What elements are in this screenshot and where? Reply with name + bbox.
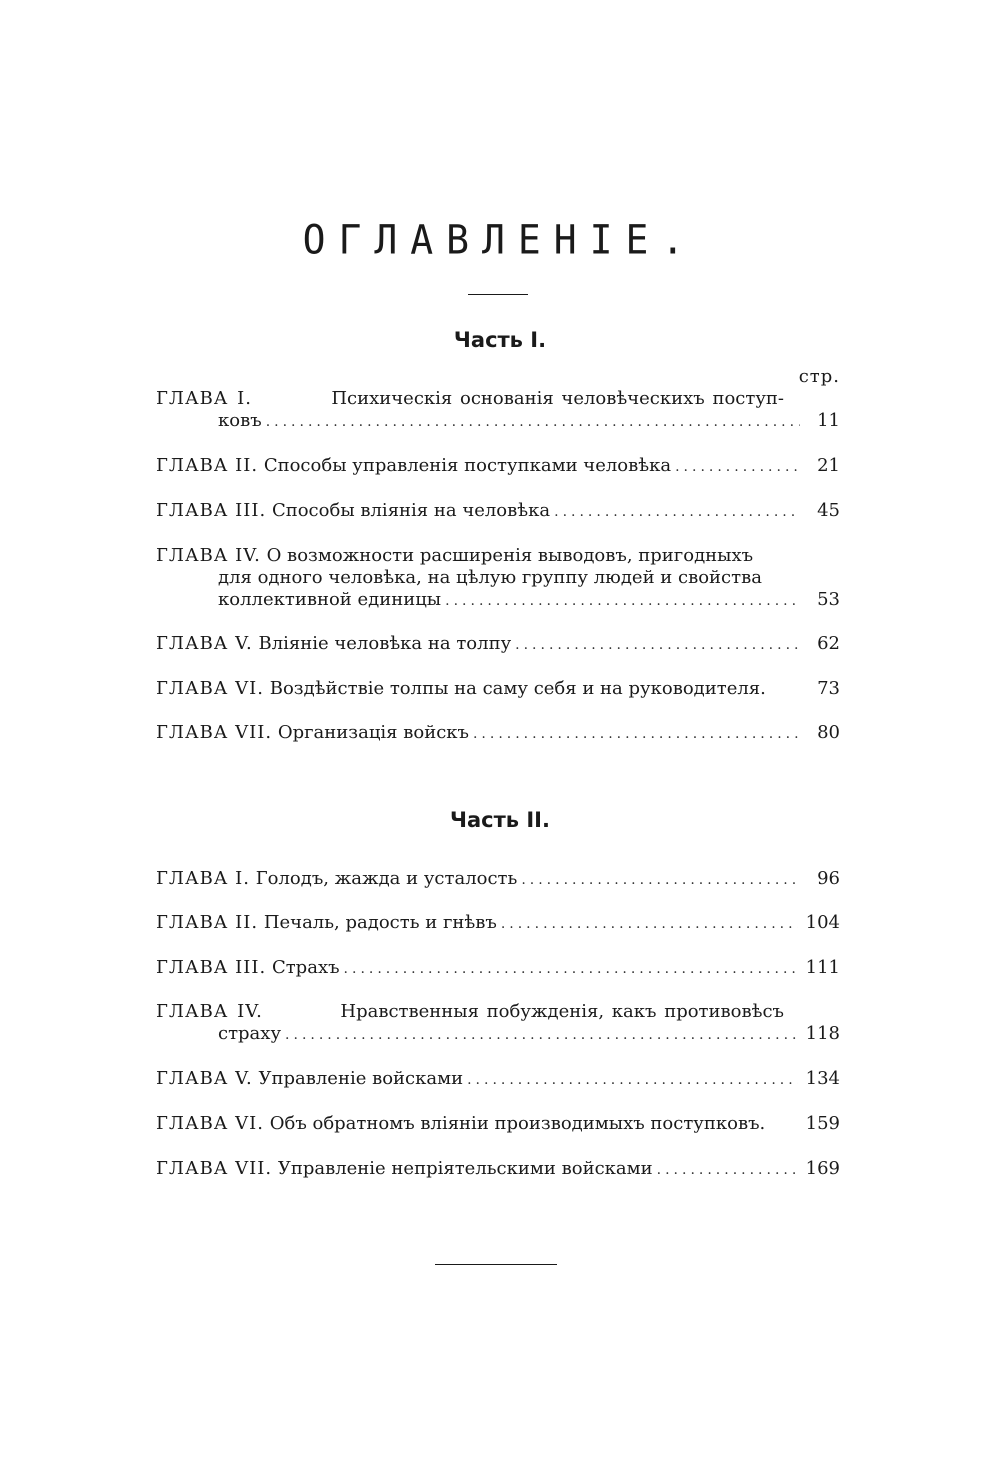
dot-leader [285, 1024, 798, 1046]
page-number: 111 [805, 957, 840, 978]
chapter-label: ГЛАВА IV. [156, 1001, 263, 1022]
page-number: 45 [817, 500, 840, 521]
chapter-label: ГЛАВА IV. [156, 545, 261, 566]
chapter-title: Способы вліянія на человѣка [271, 500, 551, 521]
end-divider [435, 1264, 557, 1265]
toc-entry-p2-ch1[interactable] [156, 868, 840, 891]
toc-entry-p1-ch2[interactable] [156, 455, 840, 478]
chapter-label: ГЛАВА VII. [156, 1158, 273, 1179]
page-number: 134 [805, 1068, 840, 1089]
toc-entry-line [156, 589, 840, 612]
toc-entry-line [156, 388, 840, 410]
toc-entry-p2-ch6[interactable] [156, 1113, 840, 1135]
dot-leader [467, 1069, 798, 1091]
chapter-label: ГЛАВА II. [156, 455, 259, 476]
toc-entry-p1-ch5[interactable] [156, 633, 840, 656]
dot-leader [554, 501, 800, 523]
dot-leader [266, 411, 800, 433]
chapter-title: Страхъ [271, 957, 340, 978]
page-number: 159 [805, 1113, 840, 1134]
toc-entry-p1-ch1[interactable] [156, 388, 840, 433]
dot-leader [473, 723, 800, 745]
chapter-label: ГЛАВА I. [156, 388, 252, 409]
dot-leader [521, 869, 800, 891]
chapter-label: ГЛАВА VII. [156, 722, 273, 743]
toc-entry-line [156, 410, 840, 433]
toc-entry-line [156, 500, 840, 523]
chapter-label: ГЛАВА I. [156, 868, 250, 889]
toc-entry-p2-ch2[interactable] [156, 912, 840, 935]
chapter-title: Управленіе непріятельскими войсками [277, 1158, 653, 1179]
chapter-title: Способы управленія поступками человѣка [263, 455, 672, 476]
chapter-title: Печаль, радость и гнѣвъ [263, 912, 497, 933]
chapter-title-line2: для одного человѣка, на цѣлую группу людей и свойства [218, 567, 762, 588]
chapter-title-line3: коллективной единицы [218, 589, 442, 610]
toc-entry-line [156, 678, 840, 700]
chapter-label: ГЛАВА III. [156, 957, 267, 978]
toc-entry-line [156, 1001, 840, 1023]
dot-leader [501, 913, 798, 935]
toc-entry-p1-ch7[interactable] [156, 722, 840, 745]
toc-entry-line [156, 633, 840, 656]
toc-entry-line [156, 1023, 840, 1046]
chapter-title: Объ обратномъ вліяніи производимыхъ поступковъ. [269, 1113, 766, 1134]
chapter-label: ГЛАВА V. [156, 633, 253, 654]
page-number: 169 [805, 1158, 840, 1179]
toc-entry-line [156, 912, 840, 935]
chapter-title-line1: Нравственныя побужденія, какъ противовѣсъ [340, 1001, 784, 1022]
chapter-label: ГЛАВА VI. [156, 1113, 264, 1134]
page-column-label: стр. [798, 366, 840, 387]
toc-entry-line [156, 1158, 840, 1181]
chapter-title-line1: Психическія основанія человѣческихъ поступ- [331, 388, 784, 409]
title-divider [468, 294, 528, 295]
chapter-title-line2: страху [218, 1023, 282, 1044]
chapter-title-line1: О возможности расширенія выводовъ, пригодныхъ [266, 545, 754, 566]
chapter-label: ГЛАВА VI. [156, 678, 264, 699]
page-number: 80 [817, 722, 840, 743]
page-number: 21 [817, 455, 840, 476]
chapter-title: Организація войскъ [277, 722, 469, 743]
toc-entry-p2-ch7[interactable] [156, 1158, 840, 1181]
chapter-title: Вліяніе человѣка на толпу [258, 633, 512, 654]
toc-entry-line [156, 1113, 840, 1135]
toc-entry-p1-ch3[interactable] [156, 500, 840, 523]
dot-leader [657, 1159, 798, 1181]
page-number: 73 [817, 678, 840, 699]
part-2-heading: Часть II. [450, 808, 550, 832]
page-number: 62 [817, 633, 840, 654]
chapter-title: Управленіе войсками [258, 1068, 464, 1089]
page-title: ОГЛАВЛЕНІЕ. [302, 216, 698, 264]
chapter-label: ГЛАВА III. [156, 500, 267, 521]
toc-entry-line [156, 868, 840, 891]
page-number: 53 [817, 589, 840, 610]
page-number: 96 [817, 868, 840, 889]
dot-leader [675, 456, 800, 478]
dot-leader [515, 634, 800, 656]
page-number: 11 [817, 410, 840, 431]
chapter-label: ГЛАВА II. [156, 912, 259, 933]
chapter-title-line2: ковъ [218, 410, 262, 431]
toc-entry-p2-ch5[interactable] [156, 1068, 840, 1091]
toc-entry-line [156, 1068, 840, 1091]
part-1-heading: Часть I. [453, 328, 547, 352]
dot-leader [344, 958, 798, 980]
toc-entry-p2-ch3[interactable] [156, 957, 840, 980]
page-number: 104 [805, 912, 840, 933]
toc-entry-line [156, 722, 840, 745]
chapter-title: Воздѣйствіе толпы на саму себя и на руководителя. [269, 678, 766, 699]
toc-entry-p2-ch4[interactable] [156, 1001, 840, 1046]
toc-entry-p1-ch6[interactable] [156, 678, 840, 700]
page-number: 118 [805, 1023, 840, 1044]
toc-entry-line [156, 455, 840, 478]
chapter-label: ГЛАВА V. [156, 1068, 253, 1089]
toc-entry-line [156, 545, 840, 567]
dot-leader [445, 590, 800, 612]
chapter-title: Голодъ, жажда и усталость [255, 868, 518, 889]
toc-entry-p1-ch4[interactable] [156, 545, 840, 612]
toc-entry-line [156, 567, 840, 589]
toc-entry-line [156, 957, 840, 980]
